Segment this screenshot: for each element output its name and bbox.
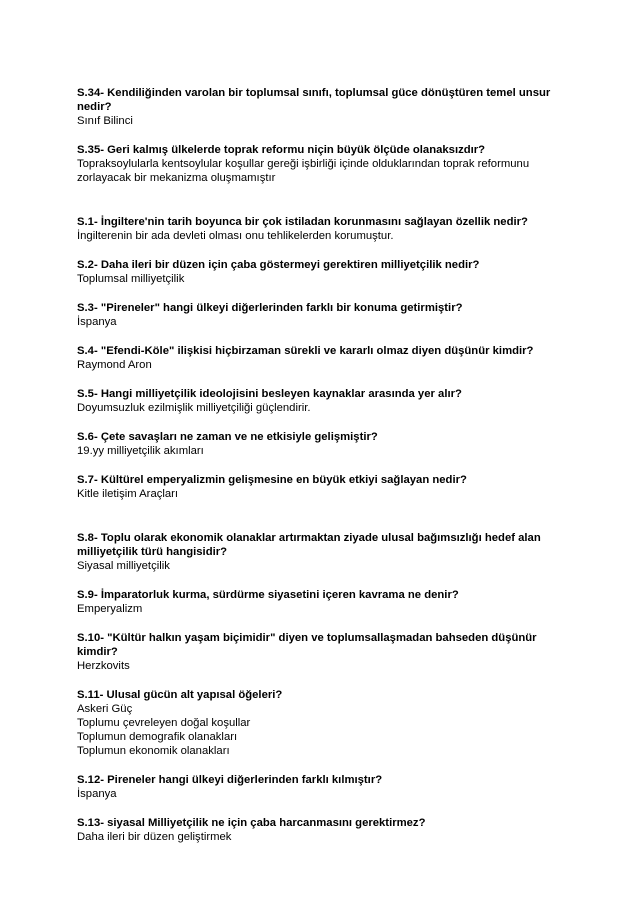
- question-text: S.10- "Kültür halkın yaşam biçimidir" diyen ve toplumsallaşmadan bahseden düşünür kimdir?: [77, 632, 537, 658]
- qa-item-s8: [77, 531, 577, 573]
- answer-text: Herzkovits: [77, 660, 130, 672]
- document-page: [77, 86, 577, 844]
- question-text: S.4- "Efendi-Köle" ilişkisi hiçbirzaman sürekli ve kararlı olmaz diyen düşünür kimdir?: [77, 345, 534, 357]
- question-text: S.1- İngiltere'nin tarih boyunca bir çok istiladan korunmasını sağlayan özellik nedir?: [77, 216, 528, 228]
- question-text: S.2- Daha ileri bir düzen için çaba göstermeyi gerektiren milliyetçilik nedir?: [77, 259, 480, 271]
- answer-text: Toplumsal milliyetçilik: [77, 273, 185, 285]
- answer-text: Kitle iletişim Araçları: [77, 488, 179, 500]
- qa-item-s34: [77, 86, 577, 128]
- qa-item-s3: [77, 301, 577, 329]
- qa-item-s2: [77, 258, 577, 286]
- qa-item-s35: [77, 143, 577, 185]
- question-text: S.6- Çete savaşları ne zaman ve ne etkisiyle gelişmiştir?: [77, 431, 378, 443]
- question-text: S.3- "Pireneler" hangi ülkeyi diğerlerinden farklı bir konuma getirmiştir?: [77, 302, 463, 314]
- answer-text: Raymond Aron: [77, 359, 152, 371]
- answer-text: Siyasal milliyetçilik: [77, 560, 170, 572]
- qa-item-s10: [77, 631, 577, 673]
- qa-item-s9: [77, 588, 577, 616]
- answer-text: Toplumun ekonomik olanakları: [77, 745, 230, 757]
- answer-text: Topraksoylularla kentsoylular koşullar gereği işbirliği içinde olduklarından toprak reformunu zorlayacak bir mekanizma oluşmamıştır: [77, 158, 530, 184]
- answer-text: 19.yy milliyetçilik akımları: [77, 445, 204, 457]
- qa-item-s12: [77, 773, 577, 801]
- qa-item-s1: [77, 215, 577, 243]
- answer-text: Doyumsuzluk ezilmişlik milliyetçiliği güçlendirir.: [77, 402, 311, 414]
- question-text: S.5- Hangi milliyetçilik ideolojisini besleyen kaynaklar arasında yer alır?: [77, 388, 462, 400]
- qa-item-s6: [77, 430, 577, 458]
- answer-text: Daha ileri bir düzen geliştirmek: [77, 831, 232, 843]
- qa-item-s7: [77, 473, 577, 501]
- qa-item-s5: [77, 387, 577, 415]
- answer-text: Toplumun demografik olanakları: [77, 731, 238, 743]
- qa-item-s11: [77, 688, 577, 758]
- qa-item-s4: [77, 344, 577, 372]
- answer-text: Sınıf Bilinci: [77, 115, 133, 127]
- question-text: S.12- Pireneler hangi ülkeyi diğerlerinden farklı kılmıştır?: [77, 774, 383, 786]
- answer-text: Emperyalizm: [77, 603, 143, 615]
- answer-text: Toplumu çevreleyen doğal koşullar: [77, 717, 251, 729]
- answer-text: Askeri Güç: [77, 703, 133, 715]
- question-text: S.11- Ulusal gücün alt yapısal öğeleri?: [77, 689, 283, 701]
- question-text: S.35- Geri kalmış ülkelerde toprak reformu niçin büyük ölçüde olanaksızdır?: [77, 144, 486, 156]
- question-text: S.34- Kendiliğinden varolan bir toplumsal sınıfı, toplumsal güce dönüştüren temel unsur nedir?: [77, 87, 551, 113]
- answer-text: İngilterenin bir ada devleti olması onu tehlikelerden korumuştur.: [77, 230, 394, 242]
- question-text: S.13- siyasal Milliyetçilik ne için çaba harcanmasını gerektirmez?: [77, 817, 426, 829]
- qa-item-s13: [77, 816, 577, 844]
- question-text: S.7- Kültürel emperyalizmin gelişmesine en büyük etkiyi sağlayan nedir?: [77, 474, 467, 486]
- question-text: S.8- Toplu olarak ekonomik olanaklar artırmaktan ziyade ulusal bağımsızlığı hedef alan milliyetçilik türü hangisidir?: [77, 532, 541, 558]
- answer-text: İspanya: [77, 788, 117, 800]
- question-text: S.9- İmparatorluk kurma, sürdürme siyasetini içeren kavrama ne denir?: [77, 589, 459, 601]
- answer-text: İspanya: [77, 316, 117, 328]
